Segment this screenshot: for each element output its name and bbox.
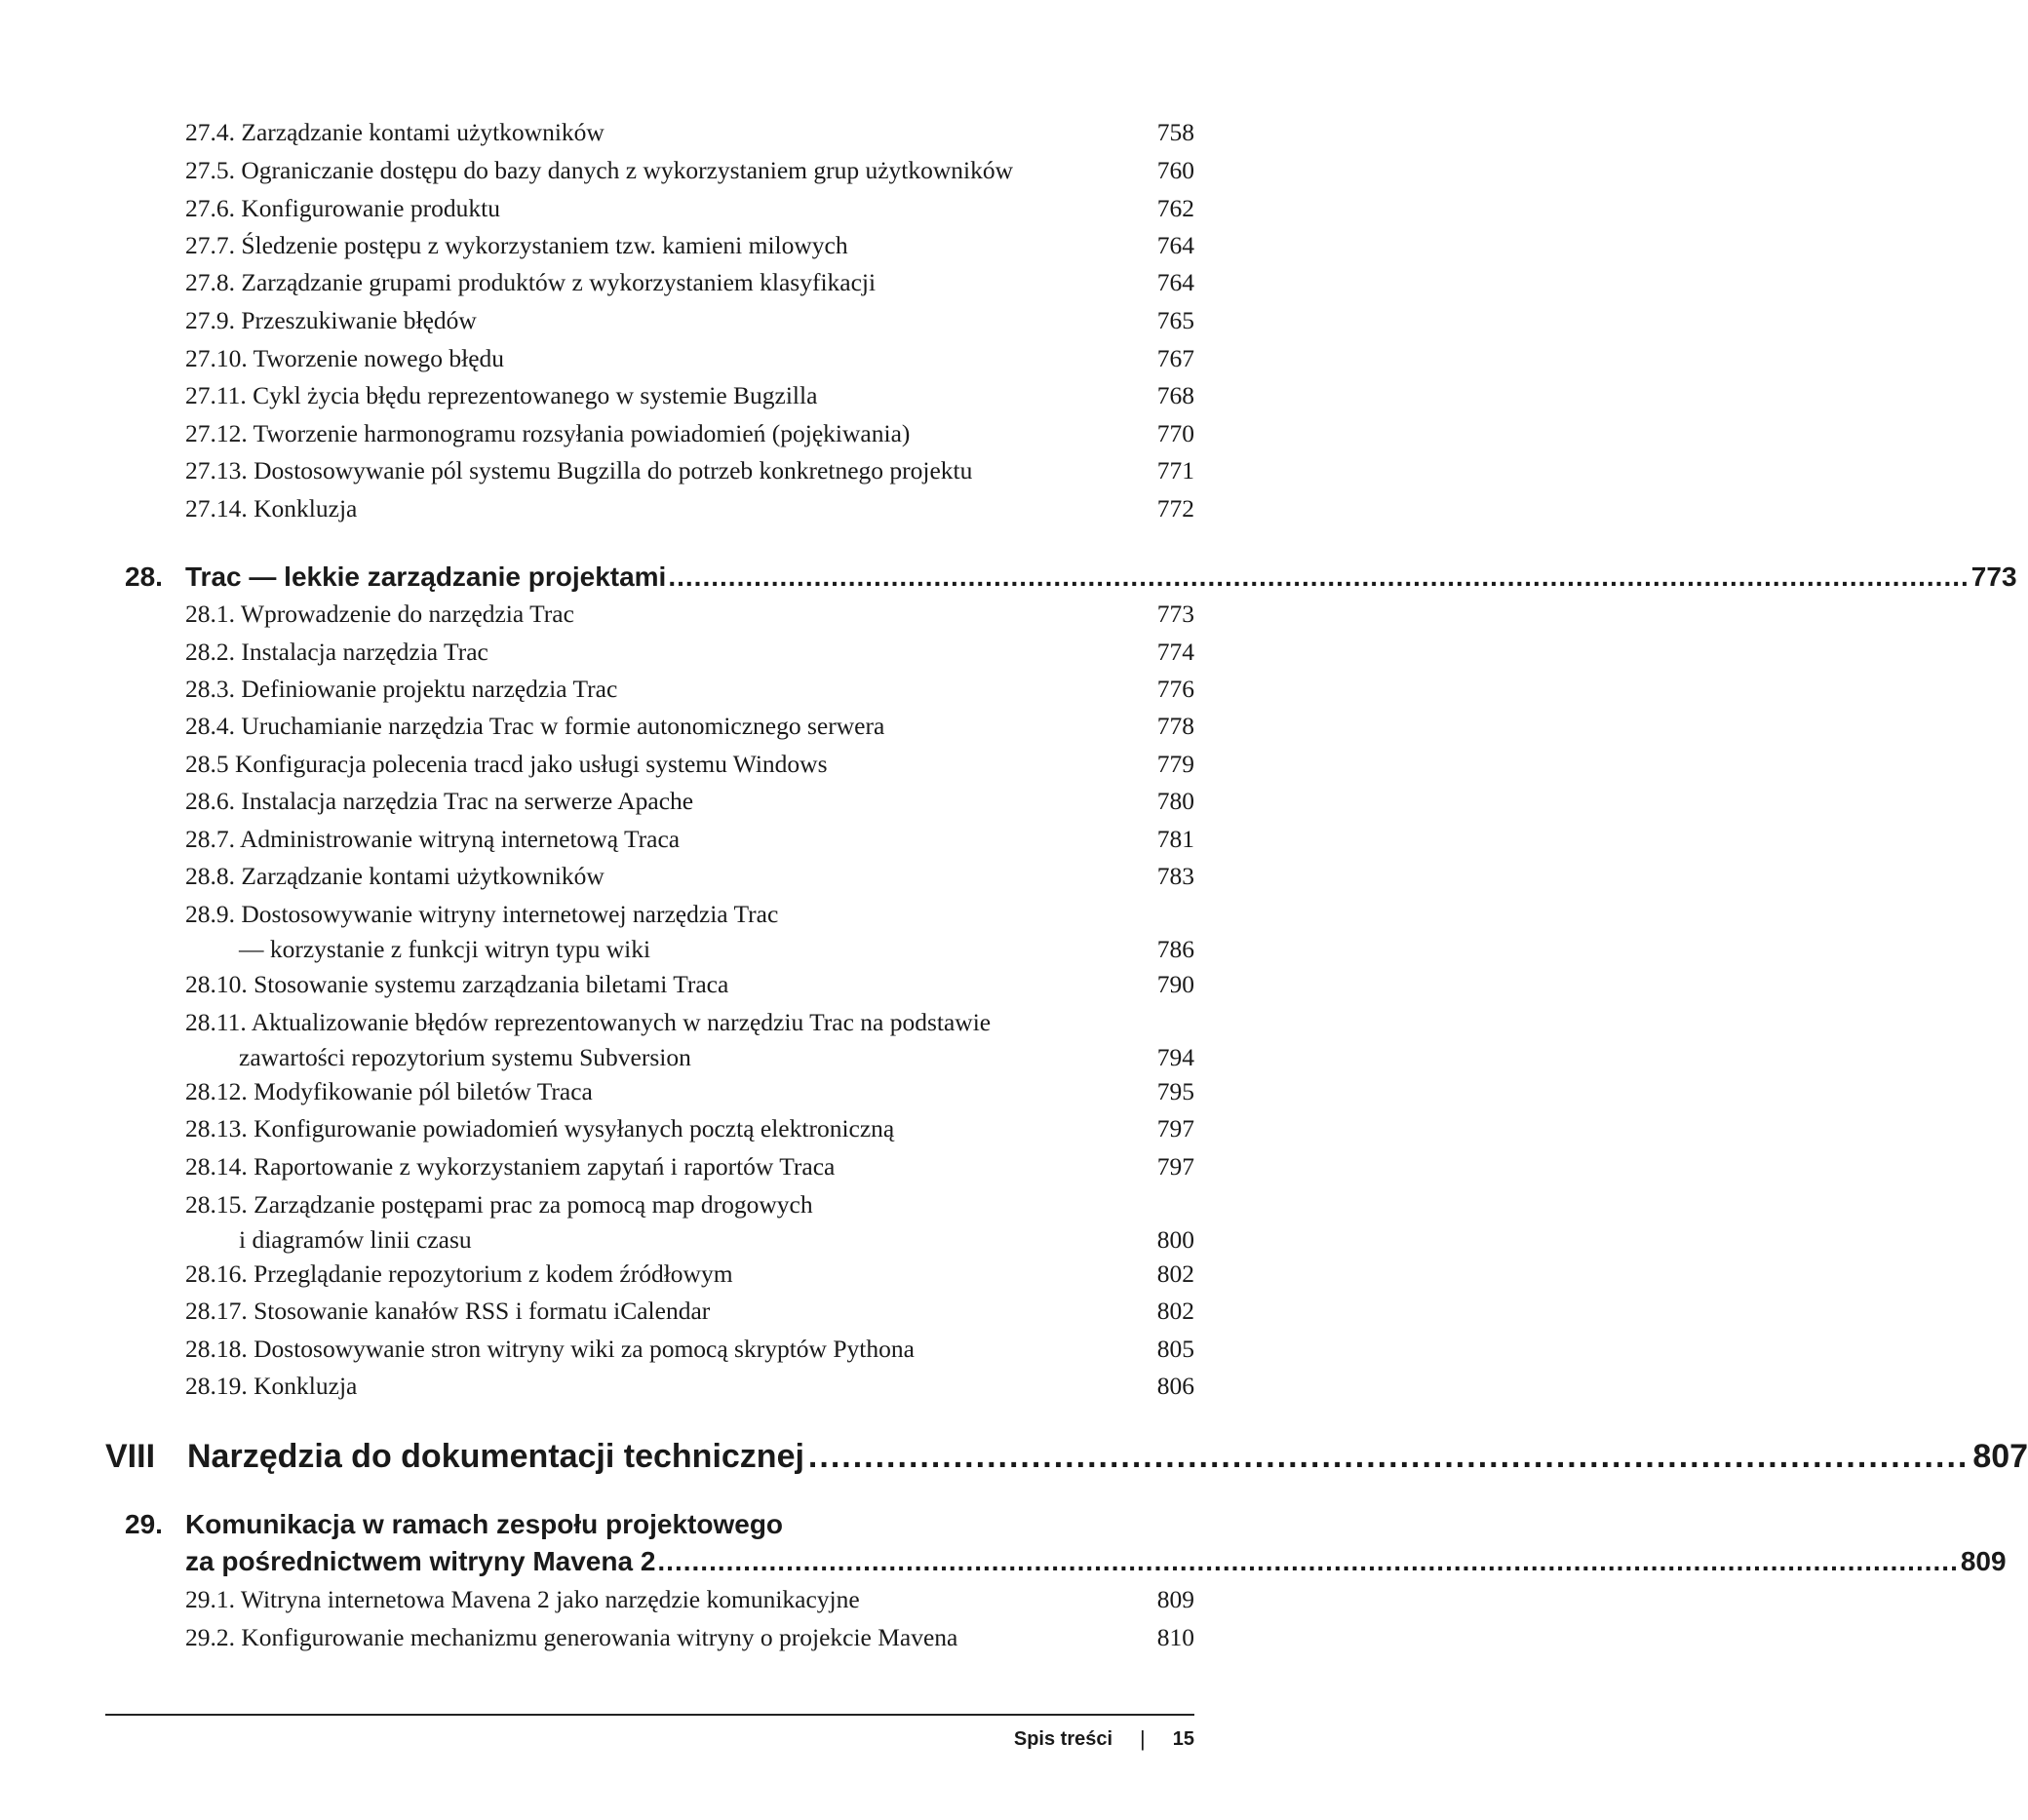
entry-page: 765 (1156, 306, 1194, 334)
entry-title-continued: — korzystanie z funkcji witryn typu wiki (239, 935, 651, 963)
toc-entry (185, 1005, 1194, 1075)
toc-entry (185, 1257, 1194, 1292)
entry-page: 786 (1156, 935, 1194, 963)
entry-page: 800 (1156, 1225, 1194, 1254)
entry-page: 762 (1156, 194, 1194, 222)
dot-leader: ........................................................................................................................................................ (657, 1546, 1959, 1576)
entry-title: 28.3. Definiowanie projektu narzędzia Trac (185, 675, 618, 703)
entry-page: 773 (1156, 600, 1194, 628)
part-title: Narzędzia do dokumentacji technicznej (187, 1438, 804, 1475)
footer-separator: | (1140, 1726, 1146, 1751)
entry-title: 27.8. Zarządzanie grupami produktów z wykorzystaniem klasyfikacji (185, 268, 877, 296)
toc-entry (185, 1187, 1194, 1258)
page-number: 15 (1172, 1728, 1194, 1750)
part-page: 807 (1972, 1438, 2028, 1475)
dot-leader: ........................................................................................................................................................ (668, 561, 1970, 592)
entry-page: 772 (1156, 494, 1194, 523)
entry-title: 27.7. Śledzenie postępu z wykorzystaniem tzw. kamieni milowych (185, 231, 848, 259)
entry-title: 27.4. Zarządzanie kontami użytkowników (185, 118, 604, 146)
entry-page: 770 (1156, 419, 1194, 447)
entry-title: 27.13. Dostosowywanie pól systemu Bugzilla do potrzeb konkretnego projektu (185, 456, 973, 484)
toc-entry (185, 1620, 1194, 1655)
entry-title: 28.6. Instalacja narzędzia Trac na serwerze Apache (185, 787, 694, 815)
entry-page: 776 (1156, 675, 1194, 703)
entry-title: 28.8. Zarządzanie kontami użytkowników (185, 862, 604, 890)
entry-title: 29.2. Konfigurowanie mechanizmu generowania witryny o projekcie Mavena (185, 1623, 958, 1651)
page-footer (1014, 1725, 1194, 1753)
entry-page: 758 (1156, 118, 1194, 146)
entry-title: 27.9. Przeszukiwanie błędów (185, 306, 477, 334)
part-number: VIII (105, 1438, 156, 1475)
footer-rule (105, 1714, 1194, 1716)
chapter-page: 773 (1970, 561, 2017, 592)
toc-entry (185, 859, 1194, 894)
toc-entry (185, 1074, 1194, 1109)
entry-title: 28.7. Administrowanie witryną internetową Traca (185, 825, 681, 853)
toc-entry (185, 784, 1194, 819)
toc-entry (185, 1332, 1194, 1367)
toc-entry (185, 597, 1194, 632)
chapter-heading (125, 1506, 2007, 1580)
toc-entry (185, 416, 1194, 451)
chapter-number: 29. (125, 1509, 163, 1539)
entry-title: 27.12. Tworzenie harmonogramu rozsyłania powiadomień (pojękiwania) (185, 419, 911, 447)
entry-page: 783 (1156, 862, 1194, 890)
toc-entry (185, 635, 1194, 670)
entry-page: 771 (1156, 456, 1194, 484)
entry-title: 27.10. Tworzenie nowego błędu (185, 344, 505, 372)
toc-entry (185, 265, 1194, 300)
entry-page: 797 (1156, 1152, 1194, 1181)
chapter-heading (125, 559, 2017, 596)
entry-title: 28.17. Stosowanie kanałów RSS i formatu iCalendar (185, 1297, 711, 1325)
entry-title: 27.5. Ograniczanie dostępu do bazy danych z wykorzystaniem grup użytkowników (185, 156, 1014, 184)
toc-entry (185, 897, 1194, 967)
entry-title: 28.2. Instalacja narzędzia Trac (185, 638, 488, 666)
entry-title: 28.4. Uruchamianie narzędzia Trac w formie autonomicznego serwera (185, 712, 885, 740)
toc-entry (185, 1111, 1194, 1146)
entry-page: 764 (1156, 231, 1194, 259)
chapter-number: 28. (125, 561, 163, 592)
entry-title: 28.1. Wprowadzenie do narzędzia Trac (185, 600, 574, 628)
entry-title: 28.13. Konfigurowanie powiadomień wysyłanych pocztą elektroniczną (185, 1114, 895, 1142)
toc-entry (185, 303, 1194, 338)
entry-title: 27.11. Cykl życia błędu reprezentowanego w systemie Bugzilla (185, 381, 818, 409)
toc-entry (185, 822, 1194, 857)
chapter-title: Komunikacja w ramach zespołu projektowego (185, 1509, 784, 1539)
entry-title: 28.12. Modyfikowanie pól biletów Traca (185, 1077, 593, 1105)
entry-title: 28.10. Stosowanie systemu zarządzania biletami Traca (185, 970, 729, 998)
toc-entry (185, 228, 1194, 263)
entry-page: 809 (1156, 1585, 1194, 1613)
toc-entry (185, 747, 1194, 782)
chapter-page: 809 (1960, 1546, 2007, 1576)
entry-page: 760 (1156, 156, 1194, 184)
chapter-title: Trac — lekkie zarządzanie projektami (185, 561, 667, 592)
entry-page: 764 (1156, 268, 1194, 296)
entry-page: 781 (1156, 825, 1194, 853)
footer-label: Spis treści (1013, 1728, 1113, 1750)
toc-entry (185, 1149, 1194, 1184)
entry-title: 28.11. Aktualizowanie błędów reprezentowanych w narzędziu Trac na podstawie (185, 1008, 992, 1036)
entry-page: 774 (1156, 638, 1194, 666)
toc-entry (185, 1294, 1194, 1329)
entry-page: 794 (1156, 1043, 1194, 1071)
entry-page: 795 (1156, 1077, 1194, 1105)
entry-page: 805 (1156, 1335, 1194, 1363)
toc-entry (185, 967, 1194, 1002)
entry-page: 790 (1156, 970, 1194, 998)
entry-title: 27.6. Konfigurowanie produktu (185, 194, 500, 222)
toc-entry (185, 1582, 1194, 1617)
entry-title: 27.14. Konkluzja (185, 494, 358, 523)
toc-entry (185, 453, 1194, 488)
toc-entry (185, 709, 1194, 744)
entry-title: 28.15. Zarządzanie postępami prac za pomocą map drogowych (185, 1190, 813, 1219)
entry-page: 810 (1156, 1623, 1194, 1651)
toc-entry (185, 378, 1194, 413)
toc-entry (185, 153, 1194, 188)
entry-page: 806 (1156, 1372, 1194, 1400)
dot-leader: ........................................................................................................ (807, 1438, 1970, 1475)
toc-entry (185, 1369, 1194, 1404)
entry-title: 28.5 Konfiguracja polecenia tracd jako usługi systemu Windows (185, 750, 828, 778)
toc-entry (185, 115, 1194, 150)
entry-page: 768 (1156, 381, 1194, 409)
entry-title-continued: zawartości repozytorium systemu Subversion (239, 1043, 691, 1071)
entry-title: 29.1. Witryna internetowa Mavena 2 jako narzędzie komunikacyjne (185, 1585, 860, 1613)
entry-title: 28.18. Dostosowywanie stron witryny wiki za pomocą skryptów Pythona (185, 1335, 915, 1363)
chapter-title-continued: za pośrednictwem witryny Mavena 2 (185, 1546, 656, 1576)
entry-title: 28.16. Przeglądanie repozytorium z kodem źródłowym (185, 1259, 733, 1288)
toc-entry (185, 672, 1194, 707)
part-heading (105, 1435, 2028, 1478)
entry-title-continued: i diagramów linii czasu (239, 1225, 472, 1254)
entry-page: 778 (1156, 712, 1194, 740)
entry-page: 767 (1156, 344, 1194, 372)
entry-page: 797 (1156, 1114, 1194, 1142)
entry-page: 780 (1156, 787, 1194, 815)
entry-page: 802 (1156, 1297, 1194, 1325)
entry-page: 779 (1156, 750, 1194, 778)
entry-page: 802 (1156, 1259, 1194, 1288)
entry-title: 28.9. Dostosowywanie witryny internetowej narzędzia Trac (185, 900, 779, 928)
entry-title: 28.14. Raportowanie z wykorzystaniem zapytań i raportów Traca (185, 1152, 836, 1181)
toc-entry (185, 191, 1194, 226)
toc-entry (185, 491, 1194, 526)
entry-title: 28.19. Konkluzja (185, 1372, 358, 1400)
toc-entry (185, 341, 1194, 376)
